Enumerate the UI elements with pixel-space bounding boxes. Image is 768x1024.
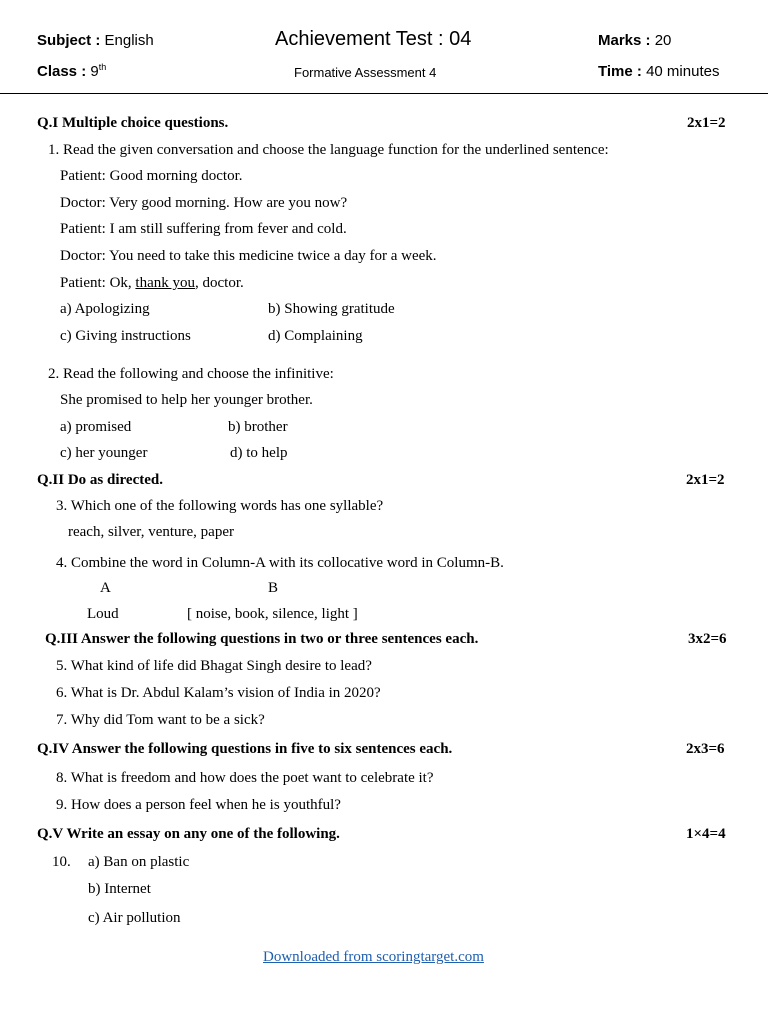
dialogue-line-3: Patient: I am still suffering from fever and cold. bbox=[60, 221, 347, 237]
marks-label: Marks : bbox=[598, 32, 651, 49]
question-1-stem: 1. Read the given conversation and choose the language function for the underlined sentence: bbox=[48, 142, 609, 158]
subject-value: English bbox=[104, 32, 154, 49]
q1-option-c: c) Giving instructions bbox=[60, 328, 191, 344]
question-7: 7. Why did Tom want to be a sick? bbox=[56, 712, 265, 728]
class-value: 9 bbox=[90, 63, 99, 80]
underlined-sentence: thank you bbox=[135, 275, 195, 291]
time-line bbox=[598, 63, 719, 80]
q2-option-b: b) brother bbox=[228, 419, 288, 435]
question-10-number: 10. bbox=[52, 854, 71, 870]
time-value: 40 minutes bbox=[646, 63, 720, 80]
question-2-stem: 2. Read the following and choose the infinitive: bbox=[48, 366, 334, 382]
question-2-sentence: She promised to help her younger brother. bbox=[60, 392, 313, 408]
q2-option-a: a) promised bbox=[60, 419, 132, 435]
section-3-heading: Q.III Answer the following questions in two or three sentences each. bbox=[45, 631, 479, 647]
essay-option-b: b) Internet bbox=[88, 881, 151, 897]
marks-line bbox=[598, 32, 671, 49]
subject-label: Subject : bbox=[37, 32, 101, 49]
download-source-link[interactable]: Downloaded from scoringtarget.com bbox=[263, 949, 484, 965]
question-6: 6. What is Dr. Abdul Kalam’s vision of India in 2020? bbox=[56, 685, 381, 701]
section-5-heading: Q.V Write an essay on any one of the following. bbox=[37, 826, 340, 842]
q2-option-c: c) her younger bbox=[60, 445, 148, 461]
section-3-marks: 3x2=6 bbox=[688, 631, 727, 647]
question-9: 9. How does a person feel when he is youthful? bbox=[56, 797, 341, 813]
column-a-word: Loud bbox=[87, 606, 119, 622]
title-label: Achievement Test : bbox=[275, 28, 444, 50]
section-2-heading: Q.II Do as directed. bbox=[37, 472, 163, 488]
section-2-marks: 2x1=2 bbox=[686, 472, 725, 488]
question-4: 4. Combine the word in Column-A with its collocative word in Column-B. bbox=[56, 555, 504, 571]
column-b-words: [ noise, book, silence, light ] bbox=[187, 606, 358, 622]
q1-option-b: b) Showing gratitude bbox=[268, 301, 395, 317]
dialogue-line-2: Doctor: Very good morning. How are you now? bbox=[60, 195, 348, 211]
class-line bbox=[37, 63, 106, 80]
section-1-marks: 2x1=2 bbox=[687, 115, 726, 131]
question-3-words: reach, silver, venture, paper bbox=[68, 524, 234, 540]
question-5: 5. What kind of life did Bhagat Singh desire to lead? bbox=[56, 658, 372, 674]
dialogue-line-4: Doctor: You need to take this medicine twice a day for a week. bbox=[60, 248, 437, 264]
q2-option-d: d) to help bbox=[230, 445, 288, 461]
dialogue-line-5-post: , doctor. bbox=[195, 275, 244, 291]
section-4-marks: 2x3=6 bbox=[686, 741, 725, 757]
dialogue-line-5 bbox=[60, 275, 244, 292]
class-sup: th bbox=[98, 62, 107, 72]
question-8: 8. What is freedom and how does the poet want to celebrate it? bbox=[56, 770, 434, 786]
header-divider bbox=[0, 93, 768, 94]
time-label: Time : bbox=[598, 63, 642, 80]
column-a-header: A bbox=[100, 580, 111, 596]
essay-option-c: c) Air pollution bbox=[88, 910, 181, 926]
assessment-name: Formative Assessment 4 bbox=[294, 65, 437, 80]
class-label: Class : bbox=[37, 63, 87, 80]
q1-option-d: d) Complaining bbox=[268, 328, 363, 344]
title-value: 04 bbox=[449, 28, 472, 50]
section-5-marks: 1×4=4 bbox=[686, 826, 726, 842]
section-1-heading: Q.I Multiple choice questions. bbox=[37, 115, 229, 131]
section-4-heading: Q.IV Answer the following questions in five to six sentences each. bbox=[37, 741, 453, 757]
dialogue-line-5-pre: Patient: Ok, bbox=[60, 275, 136, 291]
dialogue-line-1: Patient: Good morning doctor. bbox=[60, 168, 243, 184]
marks-value: 20 bbox=[654, 32, 672, 49]
essay-option-a: a) Ban on plastic bbox=[88, 854, 190, 870]
page-title bbox=[275, 28, 471, 51]
subject-line bbox=[37, 32, 154, 49]
q1-option-a: a) Apologizing bbox=[60, 301, 150, 317]
question-3: 3. Which one of the following words has one syllable? bbox=[56, 498, 384, 514]
column-b-header: B bbox=[268, 580, 279, 596]
